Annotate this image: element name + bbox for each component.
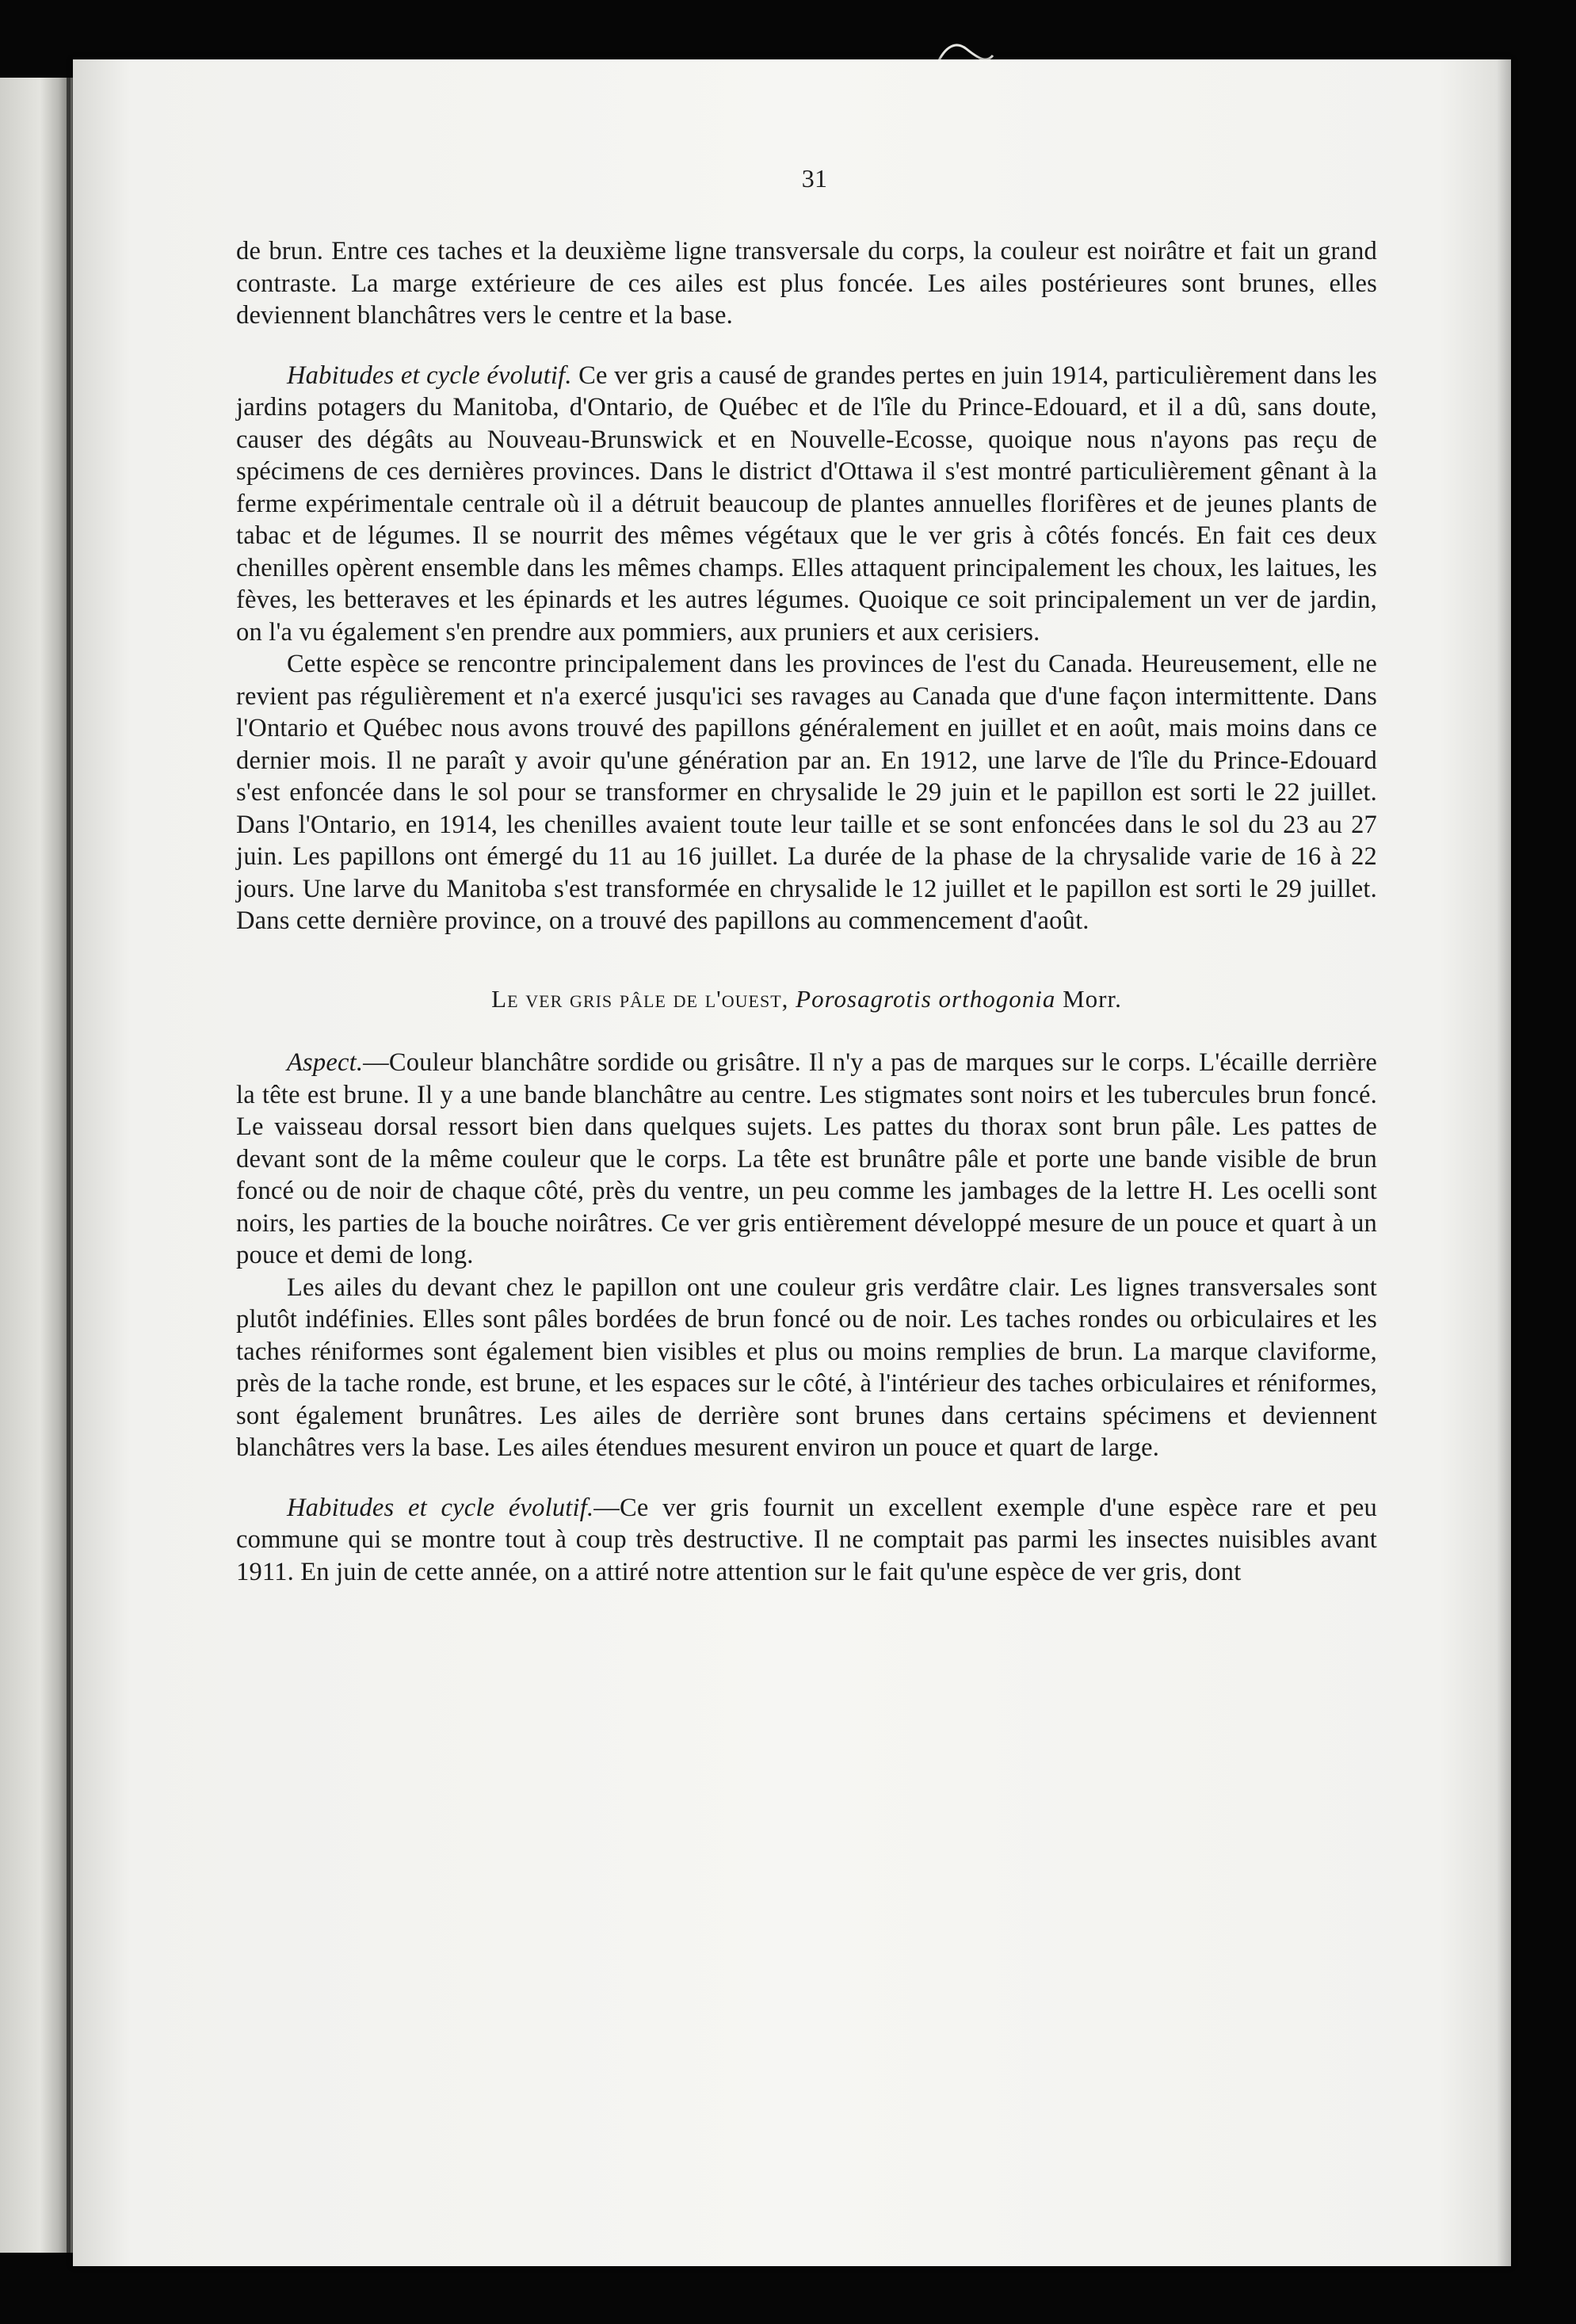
paragraph-habits-darksided: [236, 360, 1377, 649]
section-title-aspect: Aspect.: [287, 1048, 364, 1077]
book-binding: [67, 78, 71, 2253]
facing-page-edge: [0, 78, 73, 2253]
paragraph-body: —Ce ver gris fournit un excellent exemple d'une espèce rare et peu commune qui se montre tout à coup très destructive. Il ne comptait pas parmi les insectes nuisibles avant 1911. En juin de cette année, on a attiré notre attention sur le fait qu'une espèce de ver gris, dont: [236, 1493, 1377, 1586]
section-heading: [236, 983, 1377, 1016]
heading-author: Morr.: [1063, 984, 1122, 1013]
page-number: 31: [801, 164, 828, 193]
section-title-habits: Habitudes et cycle évolutif.: [287, 1493, 594, 1522]
heading-common-name: Le ver gris pâle de l'ouest,: [491, 984, 789, 1013]
page-text: [236, 162, 1377, 1588]
paragraph-description-end: de brun. Entre ces taches et la deuxième ligne transversale du corps, la couleur est noirâtre et fait un grand contraste. La marge extérieure de ces ailes est plus foncée. Les ailes postérieures sont brunes, elles deviennent blanchâtres vers le centre et la base.: [236, 237, 1377, 330]
paragraph-body: Ce ver gris a causé de grandes pertes en juin 1914, particulièrement dans les jardins potagers du Manitoba, d'Ontario, de Québec et de l'île du Prince-Edouard, et il a dû, sans doute, causer des dégâts au Nouveau-Brunswick et en Nouvelle-Ecosse, quoique nous n'ayons pas reçu de spécimens de ces dernières provinces. Dans le district d'Ottawa il s'est montré particulièrement gênant à la ferme expérimentale centrale où il a détruit beaucoup de plantes annuelles florifères et de jeunes plants de tabac et de légumes. Il se nourrit des mêmes végétaux que le ver gris à côtés foncés. En fait ces deux chenilles opèrent ensemble dans les mêmes champs. Elles attaquent principalement les choux, les laitues, les fèves, les betteraves et les épinards et les autres légumes. Quoique ce soit principalement un ver de jardin, on l'a vu également s'en prendre aux pommiers, aux pruniers et aux cerisiers.: [236, 361, 1377, 647]
section-title-habits: Habitudes et cycle évolutif.: [287, 361, 572, 390]
paragraph-habits-pale: [236, 1492, 1377, 1589]
paragraph-body: —Couleur blanchâtre sordide ou grisâtre. Il n'y a pas de marques sur le corps. L'écaille derrière la tête est brune. Il y a une bande blanchâtre au centre. Les stigmates sont noirs et les tubercules brun foncé. Le vaisseau dorsal ressort bien dans quelques sujets. Les pattes du thorax sont brun pâle. Les pattes de devant sont de la même couleur que le corps. La tête est brunâtre pâle et porte une bande visible de brun foncé ou de noir de chaque côté, près du ventre, un peu comme les jambages de la lettre H. Les ocelli sont noirs, les parties de la bouche noirâtres. Ce ver gris entièrement développé mesure de un pouce et quart à un pouce et demi de long.: [236, 1048, 1377, 1269]
paragraph-aspect: [236, 1047, 1377, 1272]
page-edge-shadow: [1497, 59, 1511, 2266]
heading-species-name: Porosagrotis orthogonia: [796, 984, 1056, 1013]
paragraph-wings: Les ailes du devant chez le papillon ont une couleur gris verdâtre clair. Les lignes transversales sont plutôt indéfinies. Elles sont pâles bordées de brun foncé ou de noir. Les taches rondes ou orbiculaires et les taches réniformes sont également bien visibles et plus ou moins remplies de brun. La marque claviforme, près de la tache ronde, est brune, et les espaces sur le côté, à l'intérieur des taches orbiculaires et réniformes, sont également brunâtres. Les ailes de derrière sont brunes dans certains spécimens et deviennent blanchâtres vers la base. Les ailes étendues mesurent environ un pouce et quart de large.: [236, 1273, 1377, 1462]
paragraph-distribution: Cette espèce se rencontre principalement dans les provinces de l'est du Canada. Heureusement, elle ne revient pas régulièrement et n'a exercé jusqu'ici ses ravages au Canada que d'une façon intermittente. Dans l'Ontario et Québec nous avons trouvé des papillons généralement en juillet et en août, mais moins dans ce dernier mois. Il ne paraît y avoir qu'une génération par an. En 1912, une larve de l'île du Prince-Edouard s'est enfoncée dans le sol pour se transformer en chrysalide le 29 juin et le papillon est sorti le 22 juillet. Dans l'Ontario, en 1914, les chenilles avaient toute leur taille et se sont enfoncées dans le sol du 23 au 27 juin. Les papillons ont émergé du 11 au 16 juillet. La durée de la phase de la chrysalide varie de 16 à 22 jours. Une larve du Manitoba s'est transformée en chrysalide le 12 juillet et le papillon est sorti le 29 juillet. Dans cette dernière province, on a trouvé des papillons au commencement d'août.: [236, 650, 1377, 935]
